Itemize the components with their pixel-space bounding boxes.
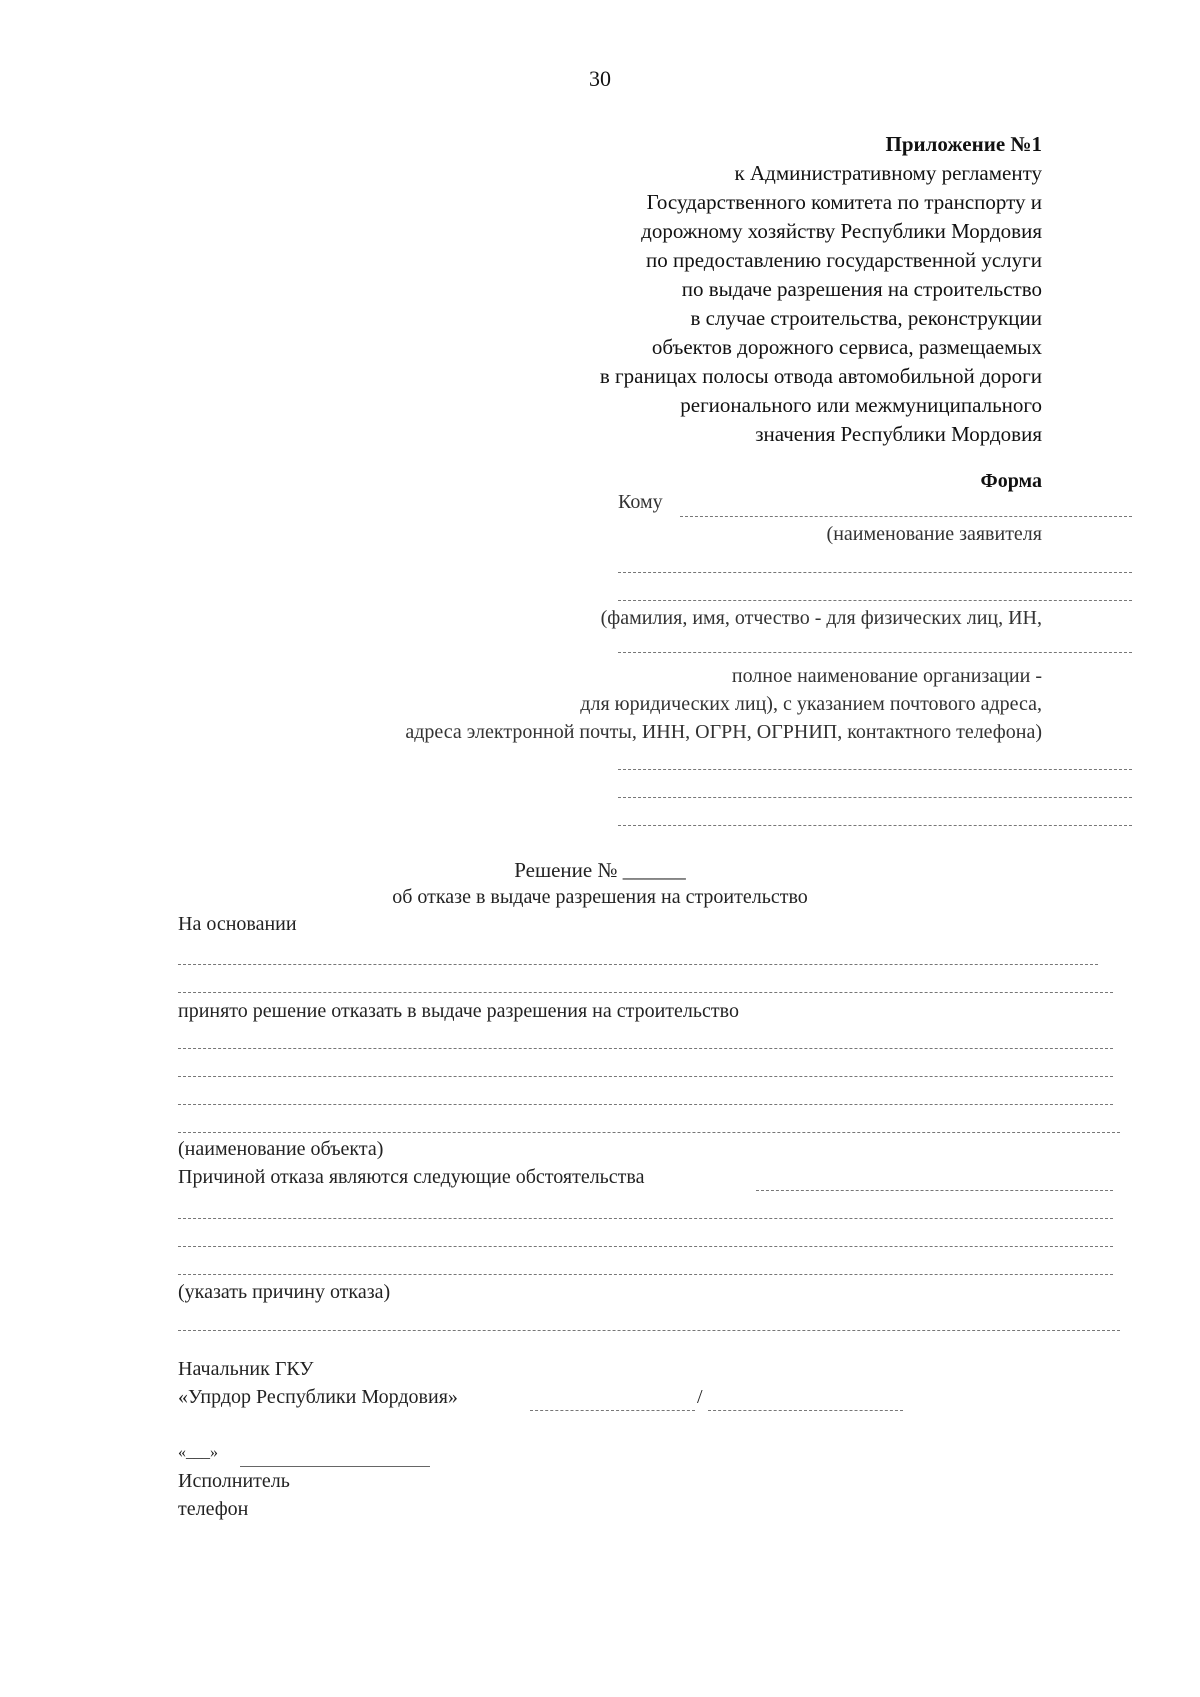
recipient-line[interactable] (618, 825, 1132, 826)
appendix-line: по предоставлению государственной услуги (646, 248, 1042, 272)
appendix-title: Приложение №1 (885, 132, 1042, 156)
decision-subtitle: об отказе в выдаче разрешения на строительство (392, 886, 808, 908)
page-number: 30 (589, 66, 611, 91)
reasons-line[interactable] (178, 1330, 1120, 1331)
reasons-line[interactable] (178, 1274, 1113, 1275)
reason-note: (указать причину отказа) (178, 1281, 391, 1303)
recipient-to-label: Кому (618, 491, 663, 513)
appendix-header (600, 130, 1042, 449)
object-line[interactable] (178, 1076, 1113, 1077)
signature-name-line[interactable] (708, 1410, 903, 1411)
appendix-line: дорожному хозяйству Республики Мордовия (641, 219, 1042, 243)
date-day-field: «___» (178, 1444, 218, 1461)
appendix-line: регионального или межмуниципального (680, 393, 1042, 417)
basis-label: На основании (178, 913, 297, 935)
decision-title: Решение № ______ (514, 858, 686, 882)
signature-line[interactable] (530, 1410, 695, 1411)
appendix-line: Государственного комитета по транспорту и (646, 190, 1042, 214)
basis-line[interactable] (178, 964, 1098, 965)
phone-label: телефон (178, 1498, 249, 1520)
basis-line[interactable] (178, 992, 1113, 993)
recipient-person-note: (фамилия, имя, отчество - для физических лиц, ИН, (600, 607, 1042, 629)
recipient-org-note-2: для юридических лиц), с указанием почтового адреса, (580, 693, 1042, 715)
recipient-line[interactable] (618, 600, 1132, 601)
reasons-line[interactable] (178, 1246, 1113, 1247)
object-note: (наименование объекта) (178, 1138, 384, 1160)
object-line[interactable] (178, 1104, 1113, 1105)
signature-slash: / (697, 1386, 703, 1408)
reasons-line[interactable] (756, 1190, 1113, 1191)
executor-label: Исполнитель (178, 1470, 290, 1492)
signatory-position-2: «Упрдор Республики Мордовия» (178, 1386, 458, 1408)
appendix-line: в случае строительства, реконструкции (690, 306, 1042, 330)
recipient-name-line[interactable] (680, 516, 1132, 517)
recipient-line[interactable] (618, 797, 1132, 798)
reasons-label: Причиной отказа являются следующие обстоятельства (178, 1166, 645, 1188)
recipient-org-note-1: полное наименование организации - (731, 665, 1042, 687)
date-line[interactable] (240, 1466, 430, 1467)
decision-statement: принято решение отказать в выдаче разрешения на строительство (178, 1000, 739, 1022)
appendix-line: к Административному регламенту (734, 161, 1042, 185)
appendix-line: в границах полосы отвода автомобильной дороги (599, 364, 1042, 388)
appendix-line: значения Республики Мордовия (755, 422, 1042, 446)
recipient-line[interactable] (618, 572, 1132, 573)
recipient-org-note-3: адреса электронной почты, ИНН, ОГРН, ОГРНИП, контактного телефона) (405, 721, 1042, 743)
object-line[interactable] (178, 1132, 1120, 1133)
object-line[interactable] (178, 1048, 1113, 1049)
form-label: Форма (980, 470, 1042, 492)
appendix-line: объектов дорожного сервиса, размещаемых (651, 335, 1042, 359)
recipient-line[interactable] (618, 769, 1132, 770)
recipient-line[interactable] (618, 652, 1132, 653)
signatory-position-1: Начальник ГКУ (178, 1358, 314, 1380)
appendix-line: по выдаче разрешения на строительство (681, 277, 1042, 301)
reasons-line[interactable] (178, 1218, 1113, 1219)
recipient-name-note: (наименование заявителя (826, 523, 1042, 545)
